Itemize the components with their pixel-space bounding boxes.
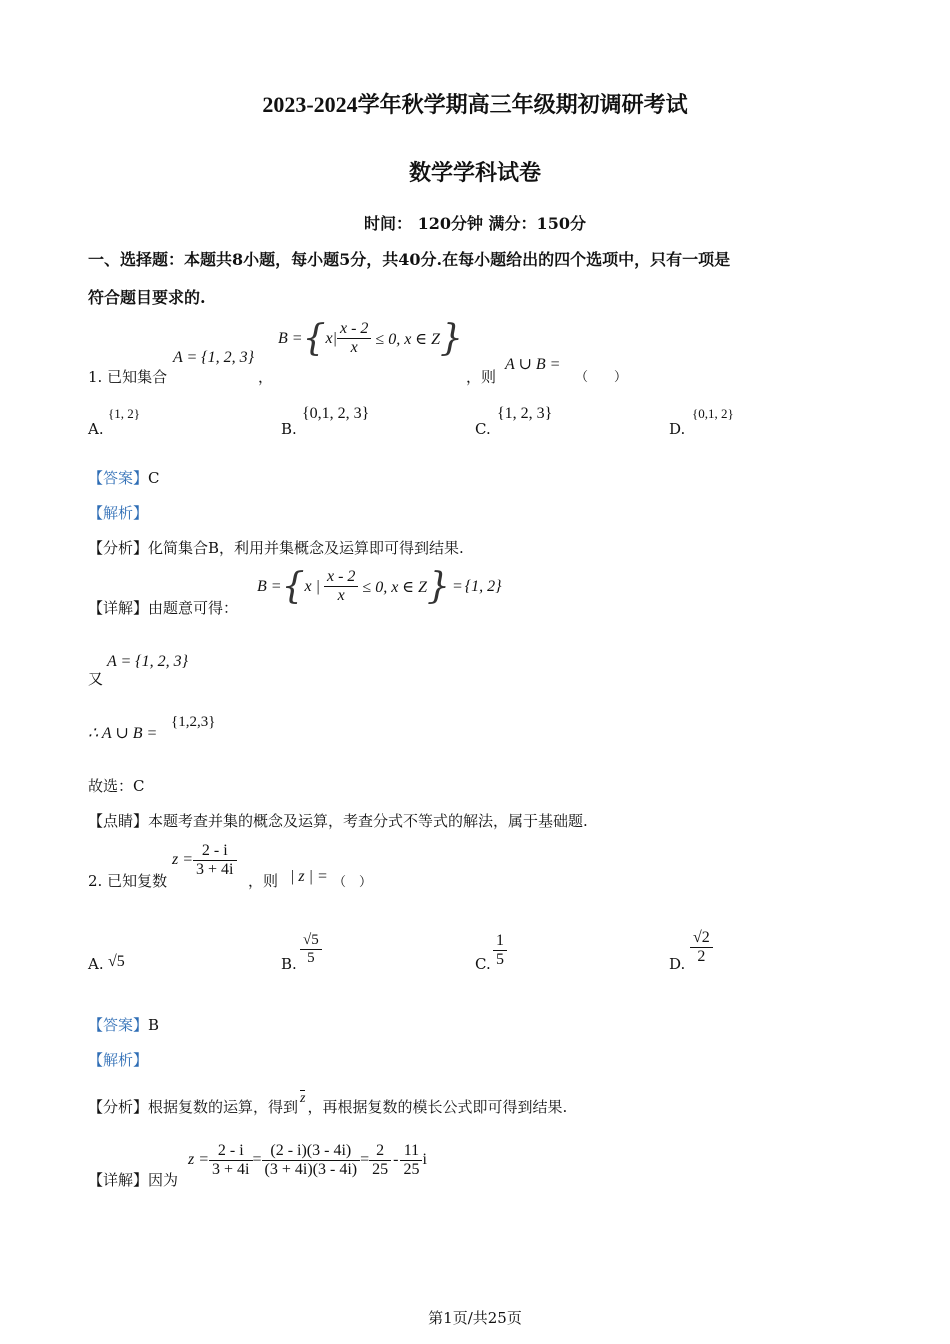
q2-detail-z: z =	[188, 1151, 210, 1169]
page-number: 第1页/共25页	[428, 1309, 522, 1327]
q2-detail-frac3-num: 2	[369, 1142, 391, 1161]
q1-answer-line	[88, 467, 160, 488]
q1-detail-text: 由题意可得：	[148, 599, 239, 617]
q1-comma: ，	[258, 368, 274, 386]
q1-detail-fraction	[324, 568, 358, 605]
q1-set-b-tail: ≤ 0, x ∈ Z	[375, 330, 441, 348]
q2-z-den: 3 + 4i	[196, 860, 234, 878]
answer-tag: 【答案】	[88, 1016, 149, 1034]
dianjing-tag: 【点睛】	[88, 812, 149, 830]
q2-option-b-num: √5	[300, 932, 322, 950]
q1-set-b-fraction	[337, 320, 371, 357]
q2-option-d-value	[690, 929, 713, 966]
q2-answer: B	[148, 1016, 160, 1034]
q2-option-d-den: 2	[697, 947, 706, 965]
q1-set-b	[278, 318, 463, 359]
q1-prefix: 1. 已知集合	[88, 368, 168, 386]
q1-union: A ∪ B =	[505, 356, 561, 373]
left-brace-icon: {	[281, 566, 305, 607]
fenxi-tag: 【分析】	[88, 1098, 149, 1116]
q1-answer: C	[148, 469, 160, 487]
q2-option-b-den: 5	[307, 949, 315, 966]
q1-set-b-num: x - 2	[337, 320, 371, 339]
q1-option-b-label: B.	[281, 420, 297, 438]
exam-subtitle: 数学学科试卷	[408, 160, 541, 185]
q1-option-a-label: A.	[88, 420, 104, 438]
q1-detail-formula	[257, 566, 502, 607]
time-info: 时间： 120分钟 满分：150分	[364, 214, 586, 233]
q1-option-b-value: {0,1, 2, 3}	[302, 405, 370, 422]
section-heading-line1: 一、选择题：本题共8小题，每小题5分，共40分.在每小题给出的四个选项中，只有一项是	[88, 250, 731, 269]
q1-fenxi-line	[88, 537, 464, 558]
q1-option-d-value: {0,1, 2}	[692, 406, 734, 421]
q2-prefix: 2. 已知复数	[88, 872, 168, 890]
q2-z-eq: z =	[172, 851, 194, 869]
q1-detail-tail: ≤ 0, x ∈ Z	[362, 578, 428, 596]
q2-z-num: 2 - i	[193, 842, 236, 861]
q2-z-def	[172, 842, 237, 879]
q2-detail-i: i	[422, 1151, 427, 1169]
q1-you: 又	[88, 670, 104, 688]
q2-option-d-fraction	[690, 929, 713, 966]
q1-analysis-tag: 【解析】	[88, 504, 149, 522]
q1-you-set: A = {1, 2, 3}	[107, 653, 189, 670]
right-brace-icon: }	[427, 566, 450, 607]
q2-modulus: | z | =	[290, 868, 328, 885]
q1-fenxi: 化简集合B，利用并集概念及运算即可得到结果.	[148, 539, 464, 557]
q2-then: ，则	[248, 872, 279, 890]
q1-then: ，则	[466, 368, 497, 386]
q2-detail-eq2: =	[360, 1151, 370, 1169]
exam-title: 2023-2024学年秋学期高三年级期初调研考试	[262, 92, 688, 117]
q2-detail-frac1-num: 2 - i	[209, 1142, 252, 1161]
q1-detail-x: x |	[304, 577, 320, 595]
q2-z-fraction	[193, 842, 236, 879]
q1-paren: （ ）	[575, 370, 628, 385]
q2-detail-line	[88, 1169, 178, 1190]
q2-fenxi-zbar: z	[300, 1091, 306, 1106]
q1-option-c-value: {1, 2, 3}	[497, 405, 553, 422]
q2-option-a-value: √5	[108, 953, 125, 970]
q1-detail-den: x	[337, 586, 345, 604]
q2-detail-frac2-den: (3 + 4i)(3 - 4i)	[264, 1160, 358, 1178]
right-brace-icon: }	[440, 318, 463, 359]
q2-option-d-num: √2	[690, 929, 713, 948]
q2-answer-line	[88, 1014, 159, 1035]
q2-detail-frac4	[400, 1142, 422, 1179]
fenxi-tag: 【分析】	[88, 539, 149, 557]
left-brace-icon: {	[302, 318, 326, 359]
q2-detail-frac1-den: 3 + 4i	[212, 1160, 250, 1178]
q1-detail-eq: =	[451, 577, 463, 595]
q1-set-b-lhs: B =	[278, 329, 303, 347]
q2-detail-formula	[188, 1142, 427, 1179]
q1-option-c-label: C.	[475, 420, 491, 438]
q1-option-a-value: {1, 2}	[108, 406, 140, 421]
section-heading-line2: 符合题目要求的.	[88, 288, 206, 307]
q2-fenxi-post: ，再根据复数的模长公式即可得到结果.	[307, 1098, 568, 1116]
q1-choice: 故选：C	[88, 777, 145, 795]
q2-analysis-tag: 【解析】	[88, 1051, 149, 1069]
q1-dianjing-line	[88, 810, 588, 831]
q2-option-c-num: 1	[493, 932, 507, 951]
answer-tag: 【答案】	[88, 469, 149, 487]
q1-set-a: A = {1, 2, 3}	[173, 349, 255, 366]
q2-detail-frac2	[262, 1142, 361, 1179]
q2-detail-minus: -	[393, 1151, 399, 1169]
q1-set-b-x: x|	[325, 329, 337, 347]
q2-detail-frac4-den: 25	[403, 1160, 420, 1178]
q2-paren: （ ）	[333, 875, 373, 890]
q2-fenxi-pre: 根据复数的运算，得到	[148, 1098, 299, 1116]
q1-detail-result: {1, 2}	[464, 577, 502, 595]
q1-option-d-label: D.	[669, 420, 686, 438]
q1-therefore-lhs: ∴ A ∪ B =	[88, 725, 158, 742]
q2-option-b-value	[300, 932, 322, 967]
detail-tag: 【详解】	[88, 1171, 149, 1189]
q2-detail-frac1	[209, 1142, 252, 1179]
detail-tag: 【详解】	[88, 599, 149, 617]
q2-detail-text: 因为	[148, 1171, 179, 1189]
q2-detail-frac3	[369, 1142, 391, 1179]
q2-detail-frac2-num: (2 - i)(3 - 4i)	[262, 1142, 361, 1161]
q2-option-d-label: D.	[669, 955, 686, 973]
q1-therefore-set: {1,2,3}	[171, 714, 216, 730]
q1-dianjing: 本题考查并集的概念及运算，考查分式不等式的解法，属于基础题.	[148, 812, 588, 830]
q2-detail-frac3-den: 25	[372, 1160, 389, 1178]
q2-detail-frac4-num: 11	[400, 1142, 422, 1161]
q2-option-c-den: 5	[496, 950, 504, 968]
q2-option-c-value	[493, 932, 507, 969]
q1-detail-num: x - 2	[324, 568, 358, 587]
q2-option-b-label: B.	[281, 955, 297, 973]
q2-option-c-fraction	[493, 932, 507, 969]
q2-detail-eq1: =	[252, 1151, 262, 1169]
q2-option-c-label: C.	[475, 955, 491, 973]
q2-option-a-label: A.	[88, 955, 104, 973]
q2-fenxi-line	[88, 1091, 568, 1118]
q1-detail-line	[88, 597, 238, 618]
q2-option-b-fraction	[300, 932, 322, 967]
q1-set-b-den: x	[350, 338, 358, 356]
q1-detail-lhs: B =	[257, 577, 282, 595]
